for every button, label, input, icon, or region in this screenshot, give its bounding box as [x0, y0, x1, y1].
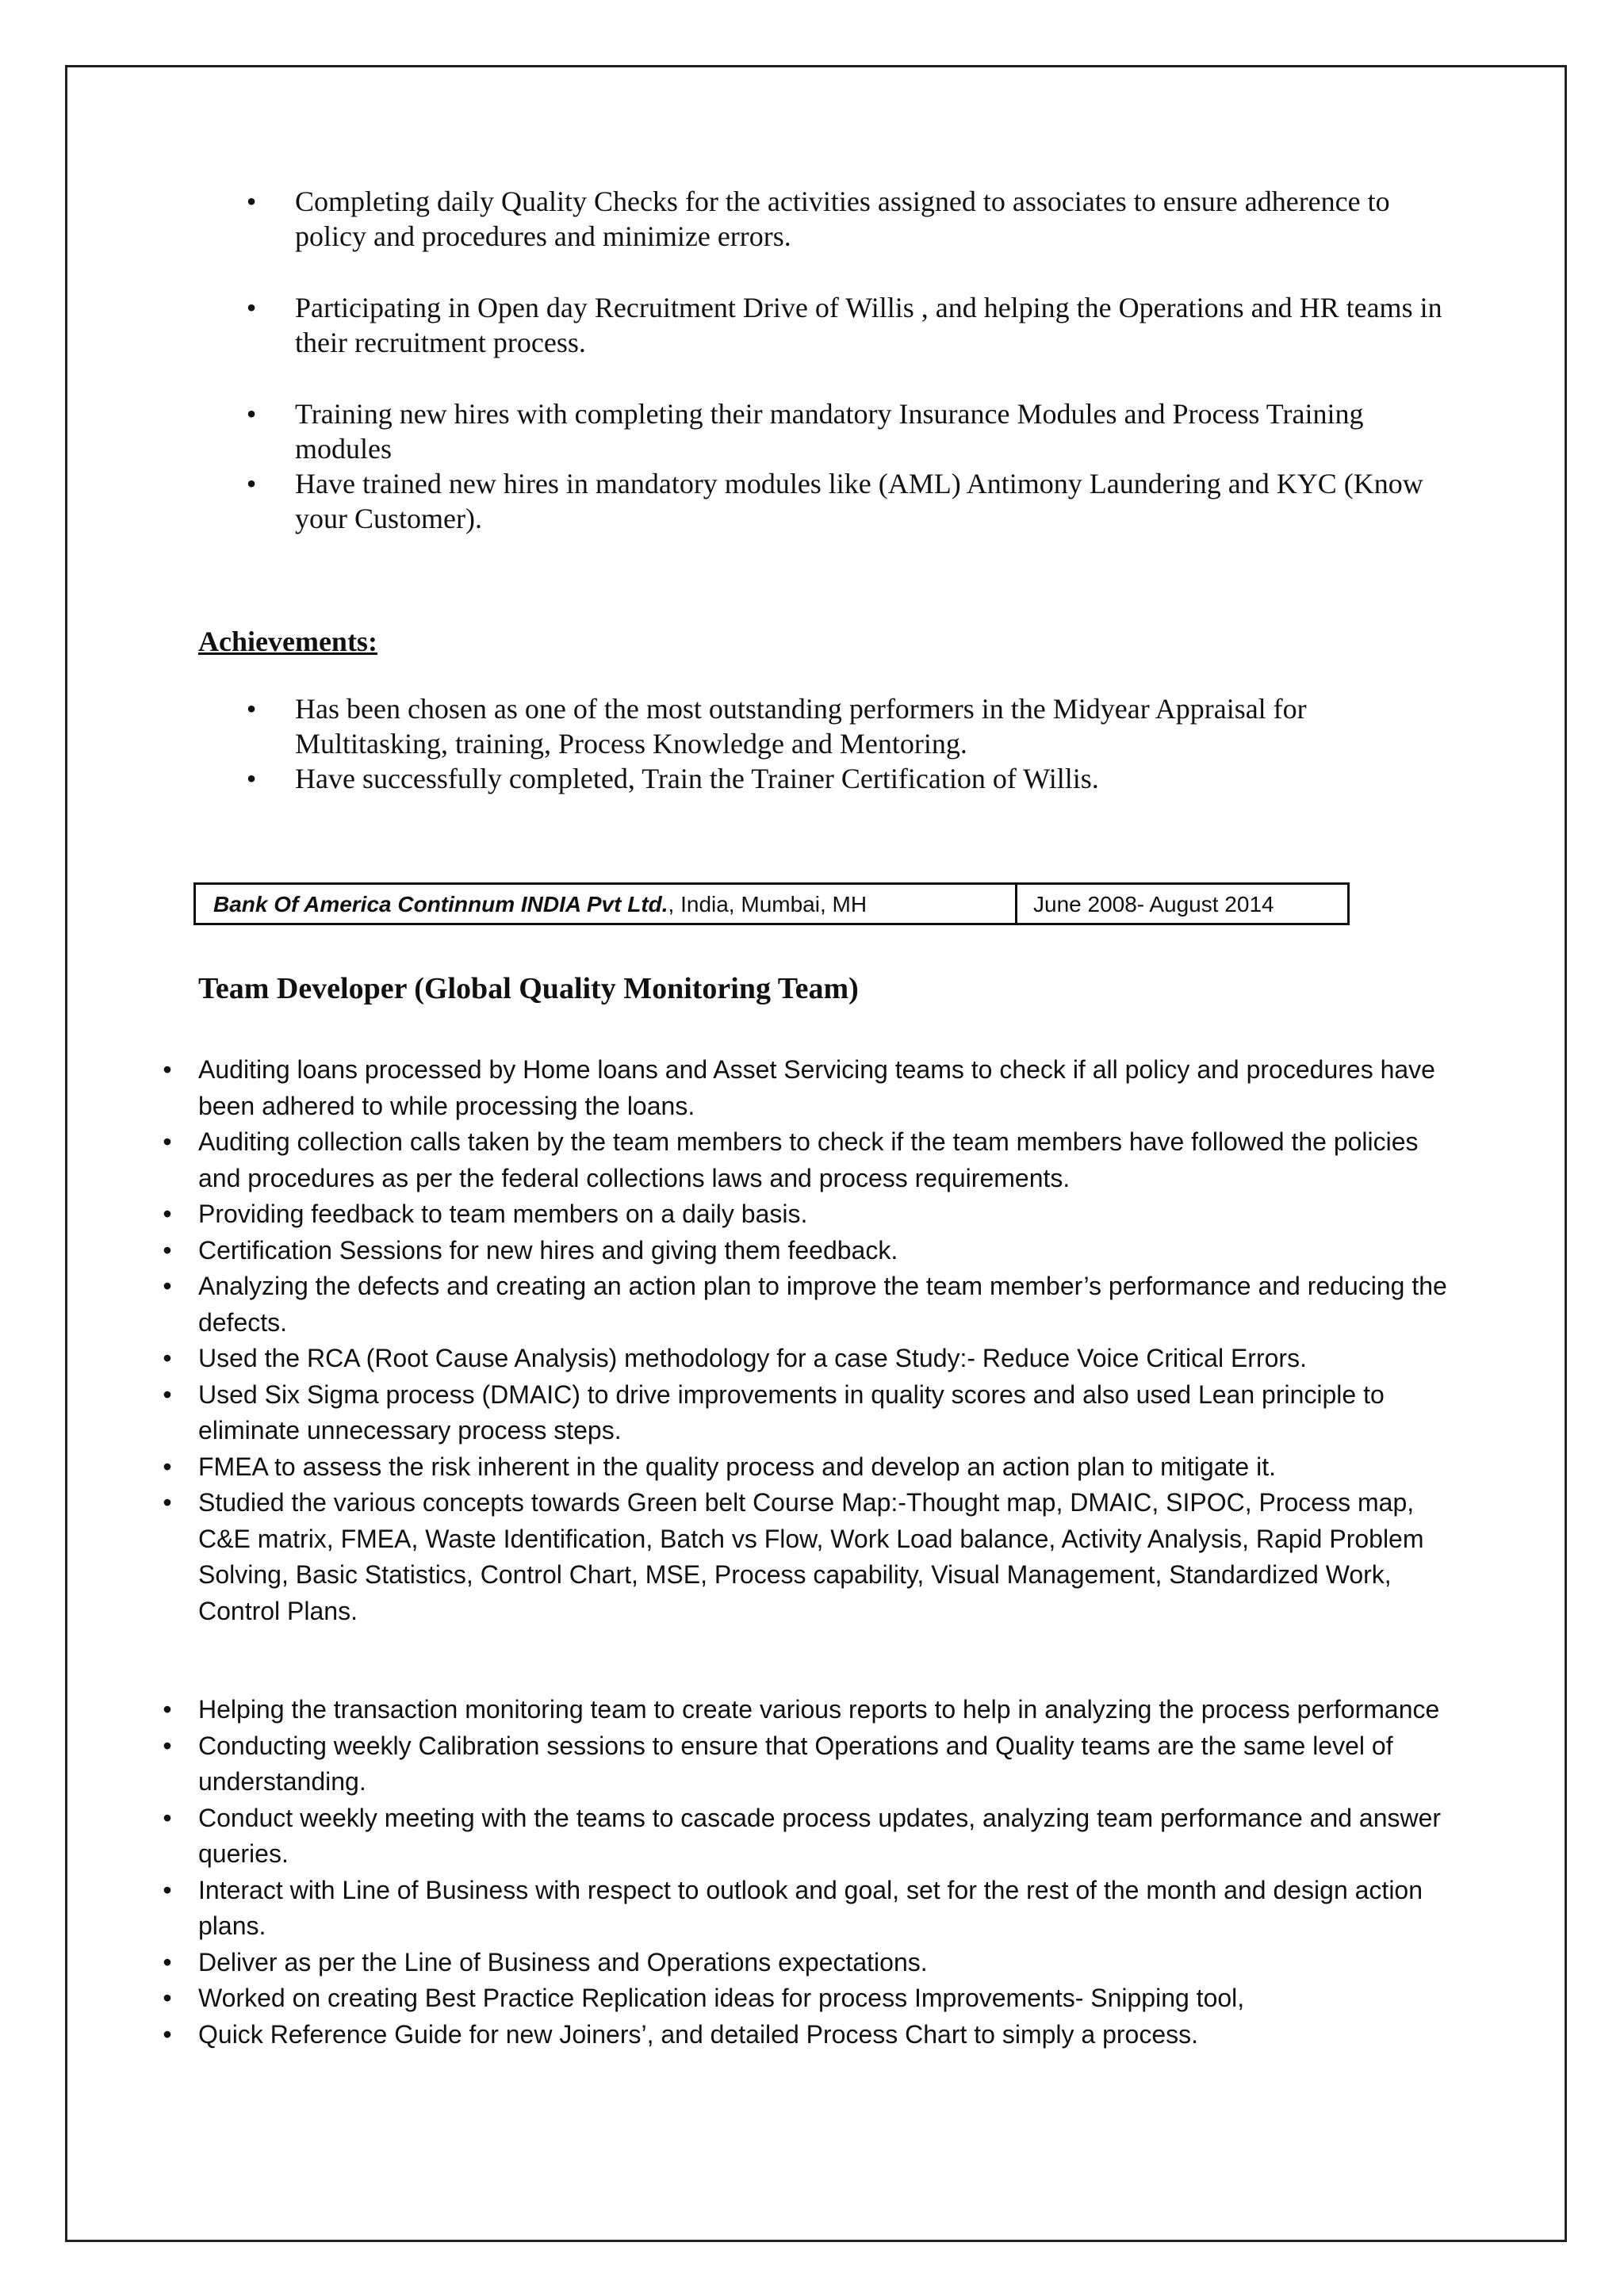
list-item [155, 1196, 1456, 1233]
list-item [155, 1269, 1456, 1341]
list-item [155, 1980, 1456, 2017]
list-item-text: Deliver as per the Line of Business and Operations expectations. [198, 1947, 928, 1976]
bullet-icon: • [163, 1055, 172, 1084]
achievements-heading: Achievements: [198, 626, 377, 657]
bullet-icon: • [246, 292, 257, 323]
list-item-text: Used the RCA (Root Cause Analysis) methodology for a case Study:- Reduce Voice Critical Errors. [198, 1344, 1307, 1372]
list-item-text: Interact with Line of Business with respect to outlook and goal, set for the rest of the month and design action plans. [198, 1875, 1423, 1940]
list-item [239, 290, 1445, 360]
bullet-icon: • [163, 1488, 172, 1517]
list-item [155, 1052, 1456, 1124]
list-item-text: FMEA to assess the risk inherent in the quality process and develop an action plan to mitigate it. [198, 1452, 1276, 1481]
list-item [155, 1124, 1456, 1196]
list-item [155, 1800, 1456, 1873]
list-item [155, 1945, 1456, 1981]
responsibilities-list [239, 184, 1445, 536]
list-item [155, 1233, 1456, 1269]
list-item-text: Certification Sessions for new hires and giving them feedback. [198, 1235, 898, 1265]
list-item-text: Have trained new hires in mandatory modules like (AML) Antimony Laundering and KYC (Know your Customer). [295, 468, 1423, 534]
list-item [155, 1449, 1456, 1486]
list-item-text: Helping the transaction monitoring team to create various reports to help in analyzing the process performance [198, 1695, 1440, 1724]
bullet-icon: • [163, 1452, 172, 1481]
bullet-icon: • [246, 186, 257, 217]
list-item [155, 1873, 1456, 1945]
bullet-icon: • [163, 1803, 172, 1832]
list-item [239, 184, 1445, 254]
list-item-text: Conducting weekly Calibration sessions to ensure that Operations and Quality teams are the same level of understanding. [198, 1731, 1393, 1796]
list-item [239, 761, 1445, 796]
bullet-icon: • [163, 1695, 172, 1724]
bullet-icon: • [246, 468, 257, 499]
bullet-icon: • [163, 1235, 172, 1265]
list-item-text: Conduct weekly meeting with the teams to cascade process updates, analyzing team performance and answer queries. [198, 1803, 1442, 1868]
list-item-text: Auditing loans processed by Home loans and Asset Servicing teams to check if all policy and procedures have been adhered to while processing the loans. [198, 1055, 1435, 1120]
job-dates-cell: June 2008- August 2014 [1033, 892, 1274, 916]
bullet-icon: • [163, 1380, 172, 1409]
job-company-cell [196, 885, 1017, 923]
bullet-icon: • [246, 763, 257, 794]
bullet-icon: • [163, 1344, 172, 1372]
list-item [155, 1377, 1456, 1449]
duties-list [155, 1052, 1456, 1629]
bullet-icon: • [163, 1731, 172, 1760]
list-item [155, 1728, 1456, 1800]
list-item-text: Auditing collection calls taken by the team members to check if the team members have followed the policies and procedures as per the federal collections laws and process requirements. [198, 1127, 1419, 1192]
list-item-text: Completing daily Quality Checks for the activities assigned to associates to ensure adherence to policy and procedures and minimize errors. [295, 186, 1390, 252]
list-item [155, 1341, 1456, 1377]
job-title: Team Developer (Global Quality Monitoring Team) [198, 972, 859, 1005]
list-item [239, 691, 1445, 761]
bullet-icon: • [163, 2019, 172, 2049]
list-item-text: Studied the various concepts towards Green belt Course Map:-Thought map, DMAIC, SIPOC, Process map, C&E matrix, FMEA, Waste Identification, Batch vs Flow, Work Load balance, Activity Analysis, Rapid Problem Solving, Basic Statistics, Control Chart, MSE, Process capability, Visual Management, Standardized Work, Control Plans. [198, 1488, 1424, 1625]
job-header-table [193, 882, 1350, 925]
list-item-text: Providing feedback to team members on a daily basis. [198, 1200, 808, 1228]
list-item [155, 2017, 1456, 2053]
company-name: Bank Of America Continnum INDIA Pvt Ltd. [213, 892, 668, 916]
bullet-icon: • [163, 1947, 172, 1976]
list-item-text: Worked on creating Best Practice Replication ideas for process Improvements- Snipping tool, [198, 1984, 1245, 2012]
duties-list-continued [155, 1692, 1456, 2053]
bullet-icon: • [246, 398, 257, 430]
list-item-text: Has been chosen as one of the most outstanding performers in the Midyear Appraisal for Multitasking, training, Process Knowledge and Mentoring. [295, 693, 1307, 760]
bullet-icon: • [246, 693, 257, 725]
list-item [239, 466, 1445, 536]
list-item-text: Training new hires with completing their mandatory Insurance Modules and Process Training modules [295, 398, 1364, 465]
bullet-icon: • [163, 1272, 172, 1300]
bullet-icon: • [163, 1127, 172, 1156]
list-item-text: Participating in Open day Recruitment Drive of Willis , and helping the Operations and HR teams in their recruitment process. [295, 292, 1442, 358]
list-item-text: Quick Reference Guide for new Joiners’, and detailed Process Chart to simply a process. [198, 2019, 1199, 2049]
list-item [239, 396, 1445, 466]
bullet-icon: • [163, 1200, 172, 1228]
achievements-list [239, 691, 1445, 796]
company-location: , India, Mumbai, MH [668, 892, 868, 916]
list-item [155, 1485, 1456, 1629]
list-item-text: Used Six Sigma process (DMAIC) to drive improvements in quality scores and also used Lean principle to eliminate unnecessary process steps. [198, 1380, 1385, 1445]
list-item-text: Have successfully completed, Train the Trainer Certification of Willis. [295, 763, 1099, 794]
bullet-icon: • [163, 1875, 172, 1904]
list-item-text: Analyzing the defects and creating an action plan to improve the team member’s performance and reducing the defects. [198, 1272, 1447, 1337]
list-item [155, 1692, 1456, 1728]
bullet-icon: • [163, 1984, 172, 2012]
